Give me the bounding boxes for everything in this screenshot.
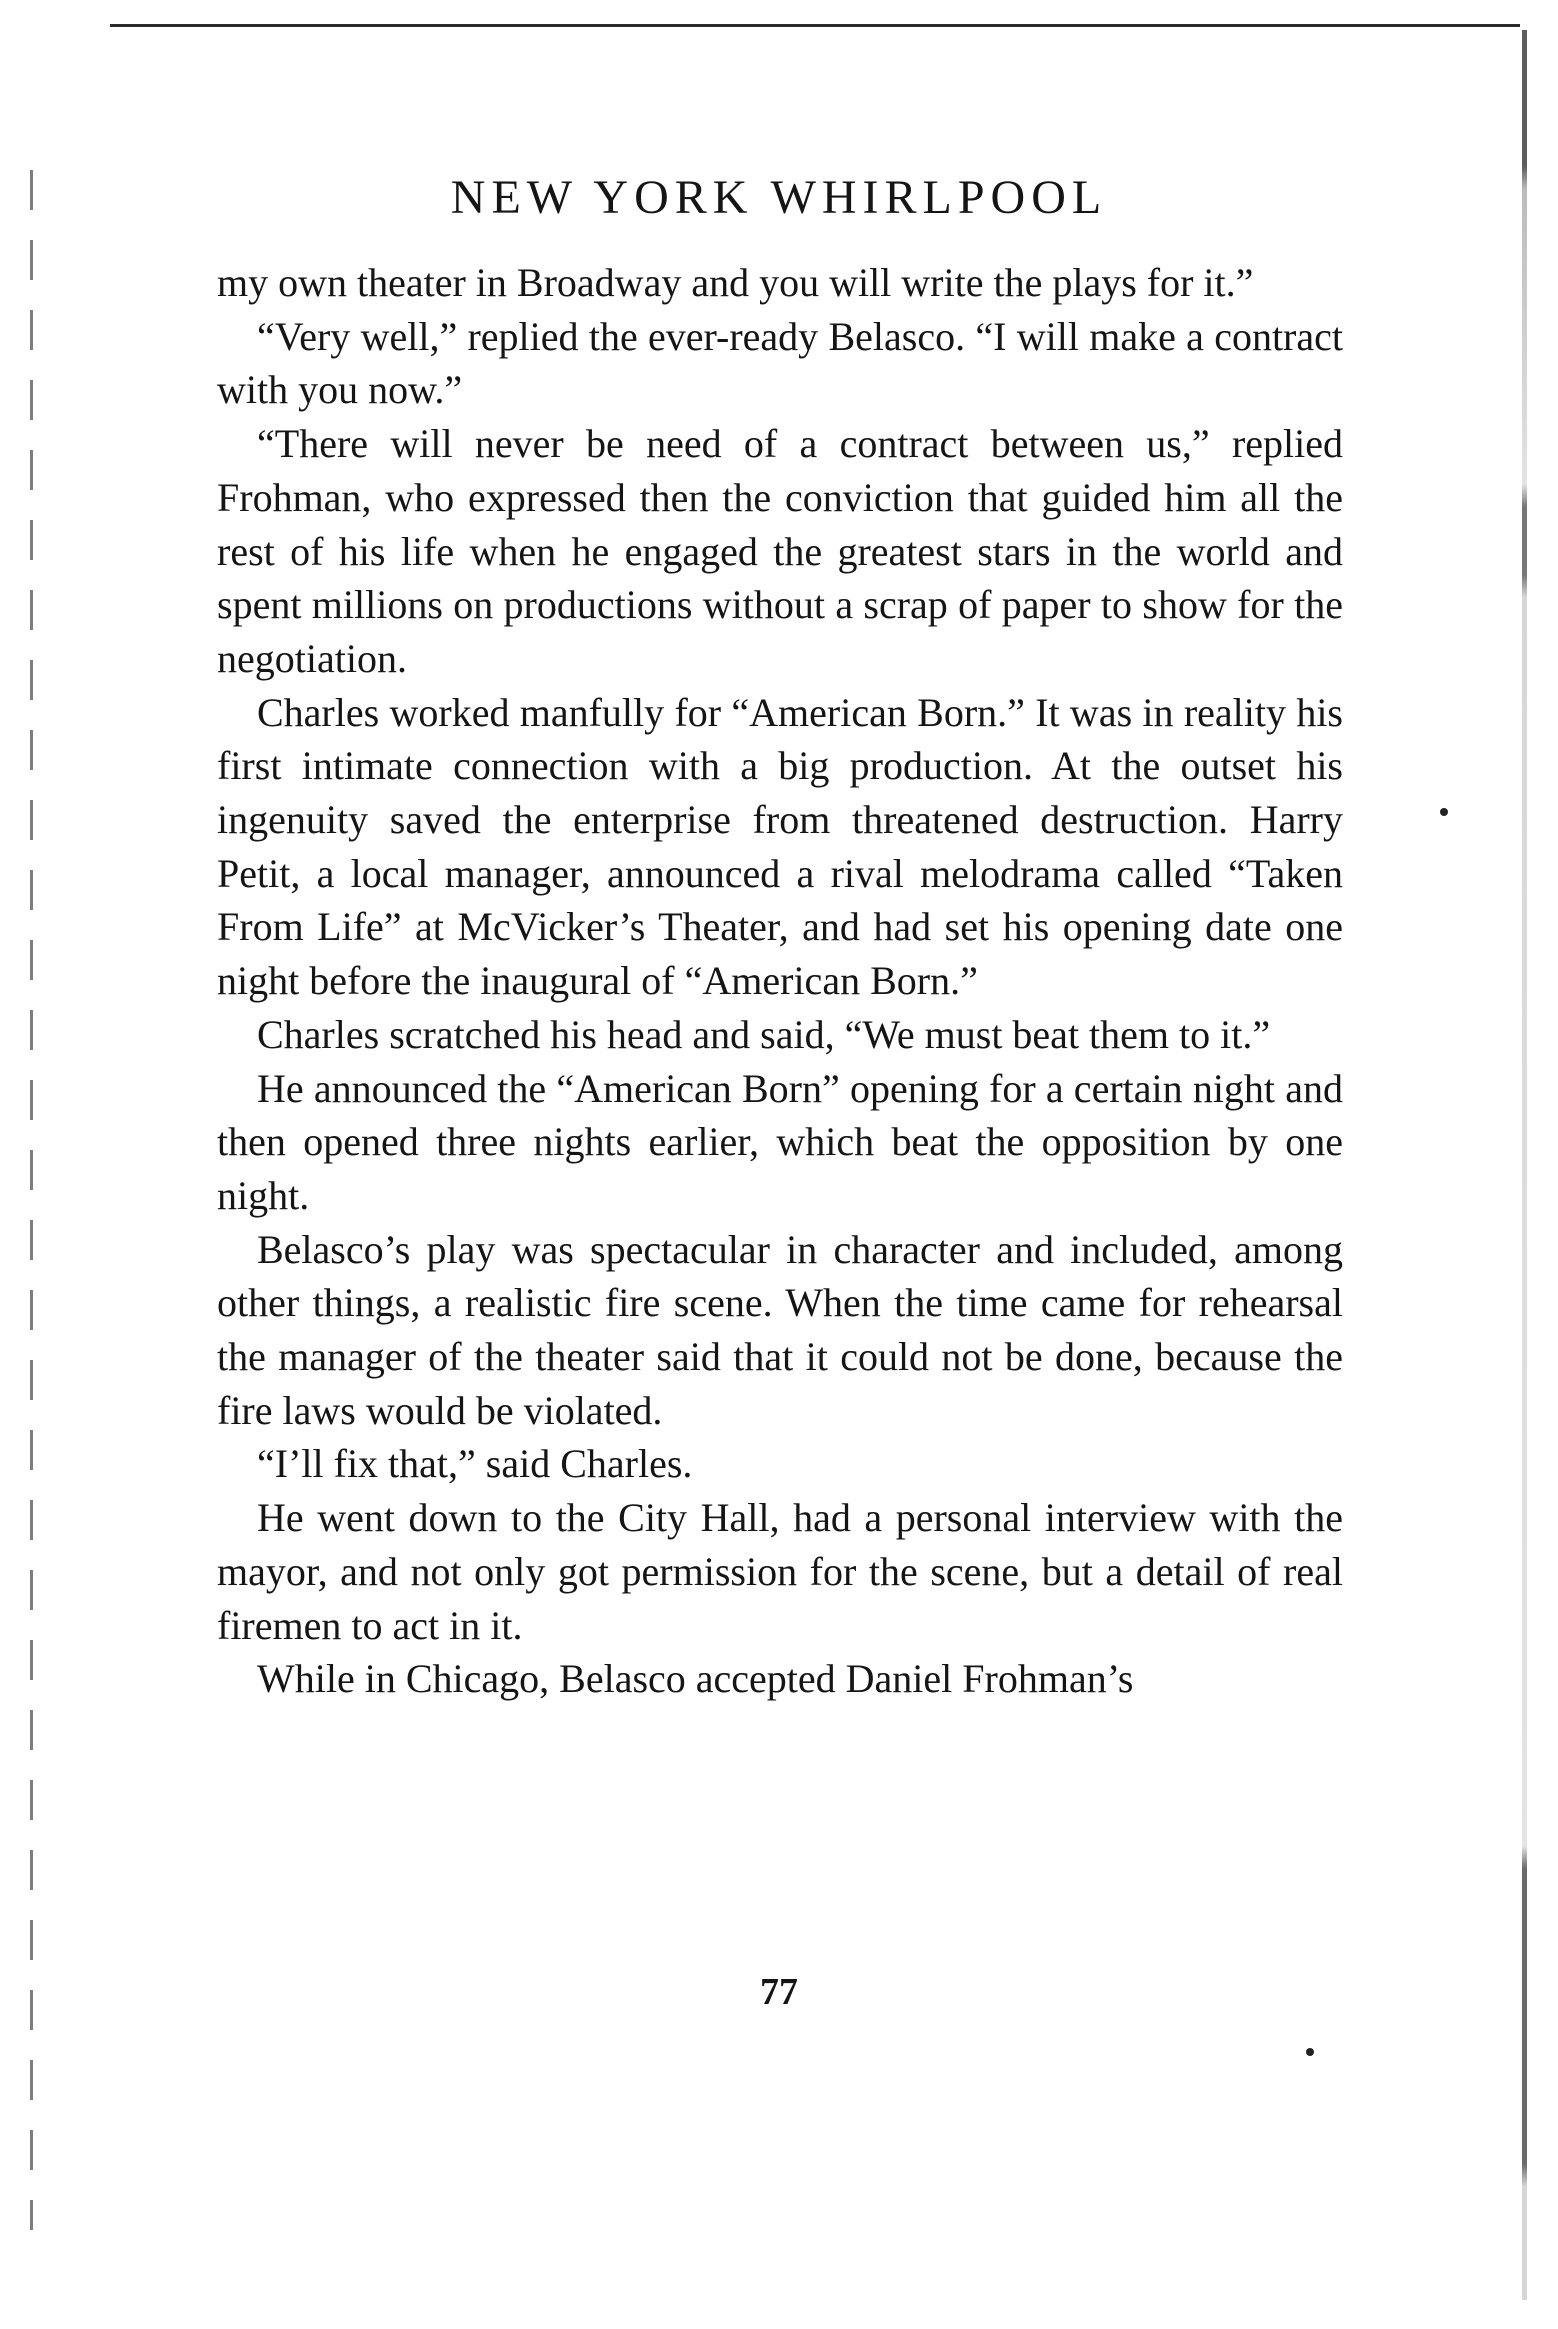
ink-speck [1440, 808, 1448, 816]
top-border-rule [110, 24, 1520, 27]
paragraph: He went down to the City Hall, had a personal interview with the mayor, and not only got permission for the scene, but a detail of real firemen to act in it. [217, 1495, 1343, 1648]
paragraph: Charles worked manfully for “American Born.” It was in reality his first intimate connection with a big production. At the outset his ingenuity saved the enterprise from threatened destruction. Harry Petit, a local manager, announced a rival melodrama called “Taken From Life” at McVicker’s Theater, and had set his opening date one night before the inaugural of “American Born.” [217, 689, 1343, 1004]
paragraph: He announced the “American Born” opening for a certain night and then opened three nights earlier, which beat the opposition by one night. [217, 1065, 1343, 1218]
paragraph: Charles scratched his head and said, “We must beat them to it.” [257, 1011, 1271, 1057]
page-left-edge [30, 170, 33, 2230]
ink-speck [1306, 2048, 1314, 2056]
paragraph: Belasco’s play was spectacular in character and included, among other things, a realistic fire scene. When the time came for rehearsal the manager of the theater said that it could not be done, because the fire laws would be violated. [217, 1226, 1343, 1433]
running-header: NEW YORK WHIRLPOOL [450, 171, 1108, 224]
page-right-edge [1522, 30, 1527, 2300]
paragraph: While in Chicago, Belasco accepted Daniel Frohman’s [257, 1656, 1134, 1702]
paragraph: “I’ll fix that,” said Charles. [257, 1441, 693, 1487]
page-number: 77 [760, 1971, 798, 2013]
paragraph-continued: my own theater in Broadway and you will write the plays for it.” [217, 260, 1254, 305]
page-body [217, 256, 1343, 1706]
paragraph: “There will never be need of a contract between us,” replied Frohman, who expressed then the conviction that guided him all the rest of his life when he engaged the greatest stars in the world and spent millions on productions without a scrap of paper to show for the negotiation. [217, 421, 1343, 681]
paragraph: “Very well,” replied the ever-ready Belasco. “I will make a contract with you now.” [217, 313, 1343, 413]
